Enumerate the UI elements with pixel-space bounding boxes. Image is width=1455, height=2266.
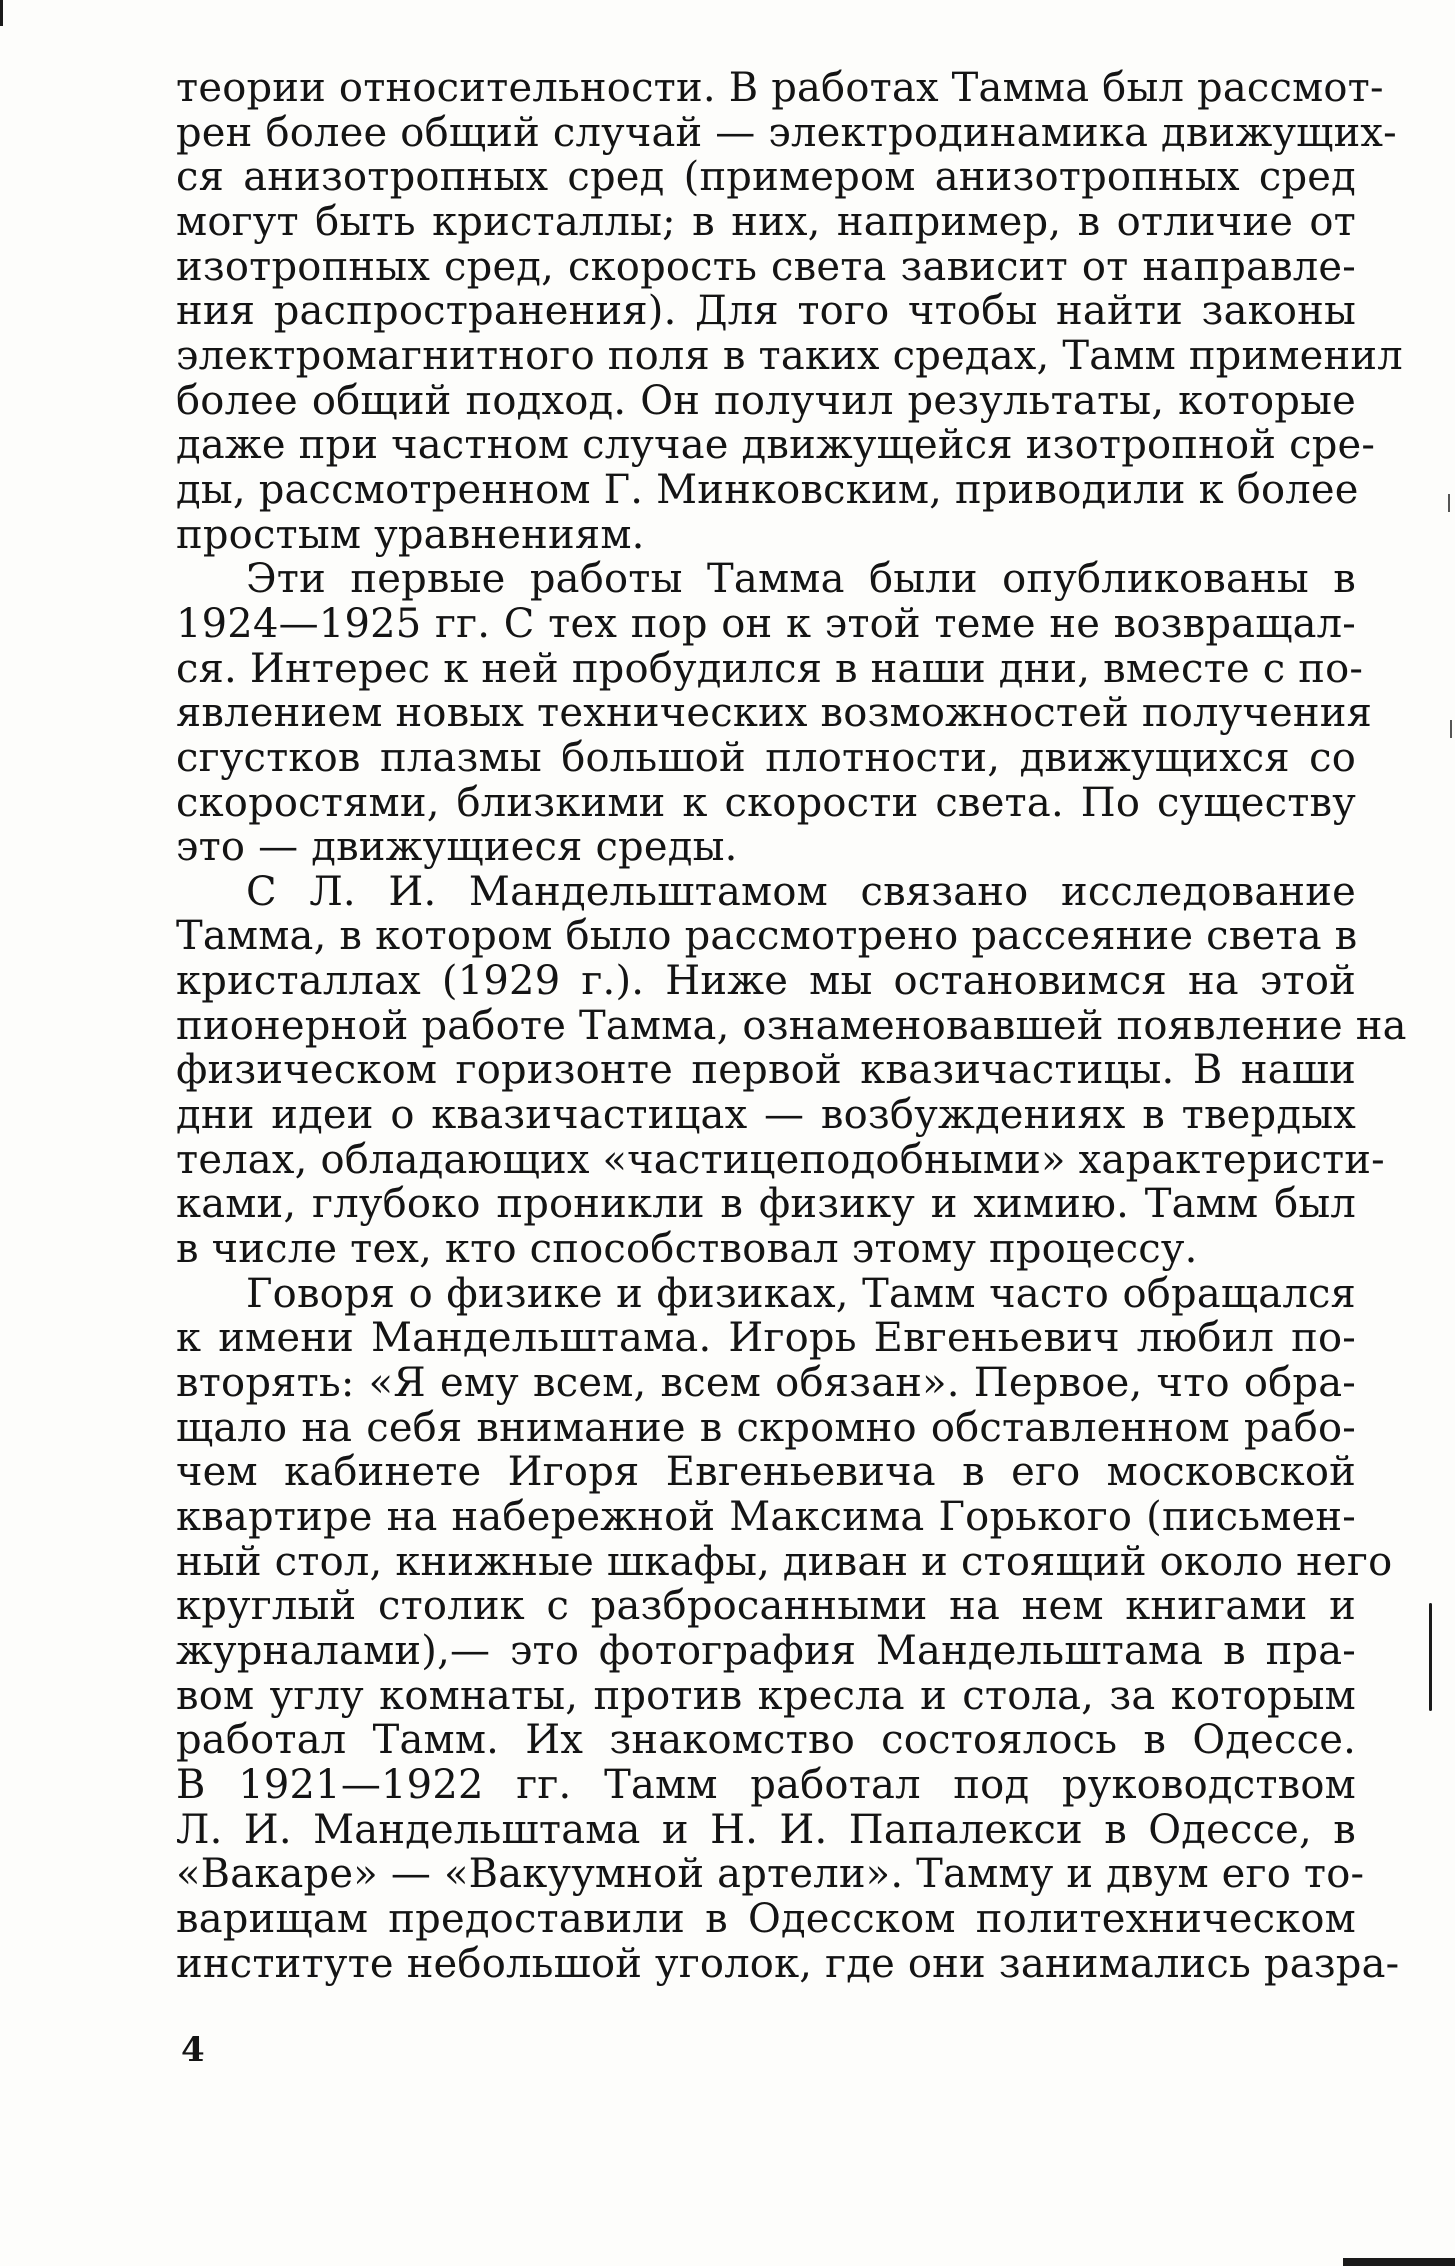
text-line: к имени Мандельштама. Игорь Евгеньевич любил по- bbox=[176, 1315, 1356, 1362]
text-line: 1924—1925 гг. С тех пор он к этой теме не возвращал- bbox=[176, 600, 1356, 647]
text-line: могут быть кристаллы; в них, например, в отличие от bbox=[176, 198, 1356, 245]
text-line: теории относительности. В работах Тамма был рассмот- bbox=[176, 65, 1384, 111]
text-line: Говоря о физике и физиках, Тамм часто обращался bbox=[246, 1270, 1356, 1317]
text-line: Эти первые работы Тамма были опубликованы в bbox=[246, 556, 1356, 603]
scan-scratch-mark bbox=[1429, 1603, 1432, 1711]
text-line: Л. И. Мандельштама и Н. И. Папалекси в Одессе, в bbox=[176, 1806, 1356, 1853]
text-line: институте небольшой уголок, где они занимались разра- bbox=[176, 1940, 1400, 1987]
text-line: скоростями, близкими к скорости света. По существу bbox=[176, 779, 1356, 826]
text-line: ся. Интерес к ней пробудился в наши дни, вместе с по- bbox=[176, 645, 1364, 692]
text-line: дни идеи о квазичастицах — возбуждениях в твердых bbox=[176, 1092, 1356, 1139]
text-line: вторять: «Я ему всем, всем обязан». Первое, что обра- bbox=[176, 1360, 1356, 1407]
text-line: «Вакаре» — «Вакуумной артели». Тамму и двум его то- bbox=[176, 1851, 1365, 1898]
text-line: В 1921—1922 гг. Тамм работал под руководством bbox=[176, 1761, 1356, 1808]
text-line: изотропных сред, скорость света зависит от направле- bbox=[176, 243, 1356, 290]
text-line: круглый столик с разбросанными на нем книгами и bbox=[176, 1583, 1356, 1630]
text-line: электромагнитного поля в таких средах, Тамм применил bbox=[176, 332, 1403, 379]
scan-edge-mark bbox=[0, 0, 3, 26]
text-line: вом углу комнаты, против кресла и стола, за которым bbox=[176, 1672, 1356, 1719]
text-line: ками, глубоко проникли в физику и химию. Тамм был bbox=[176, 1181, 1356, 1228]
text-line: рен более общий случай — электродинамика движущих- bbox=[176, 109, 1397, 156]
text-line: ния распространения). Для того чтобы найти законы bbox=[176, 288, 1356, 335]
text-line: Тамма, в котором было рассмотрено рассеяние света в bbox=[176, 913, 1358, 960]
page-number: 4 bbox=[181, 2030, 205, 2070]
text-line: пионерной работе Тамма, ознаменовавшей появление на bbox=[176, 1002, 1407, 1049]
text-line: квартире на набережной Максима Горького (письмен- bbox=[176, 1494, 1356, 1540]
text-line: телах, обладающих «частицеподобными» характеристи- bbox=[176, 1136, 1385, 1183]
text-line: кристаллах (1929 г.). Ниже мы остановимся на этой bbox=[176, 958, 1356, 1005]
text-line: более общий подход. Он получил результаты, которые bbox=[176, 377, 1356, 424]
text-line: варищам предоставили в Одесском политехническом bbox=[176, 1895, 1356, 1942]
text-line: это — движущиеся среды. bbox=[176, 824, 738, 871]
text-line: работал Тамм. Их знакомство состоялось в Одессе. bbox=[176, 1717, 1356, 1764]
text-line: щало на себя внимание в скромно обставленном рабо- bbox=[176, 1404, 1356, 1451]
text-line: ся анизотропных сред (примером анизотропных сред bbox=[176, 154, 1356, 201]
text-line: чем кабинете Игоря Евгеньевича в его московской bbox=[176, 1449, 1356, 1496]
text-line: сгустков плазмы большой плотности, движущихся со bbox=[176, 734, 1356, 781]
text-line: в числе тех, кто способствовал этому процессу. bbox=[176, 1226, 1198, 1273]
text-line: С Л. И. Мандельштамом связано исследование bbox=[246, 868, 1356, 915]
text-line: журналами),— это фотография Мандельштама в пра- bbox=[176, 1627, 1356, 1674]
scan-edge-mark bbox=[1343, 2258, 1455, 2266]
text-line: даже при частном случае движущейся изотропной сре- bbox=[176, 422, 1376, 469]
scan-speck bbox=[1448, 494, 1450, 512]
body-text bbox=[176, 65, 1407, 1987]
scan-speck bbox=[1450, 720, 1452, 738]
text-line: простым уравнениям. bbox=[176, 511, 645, 558]
text-line: ный стол, книжные шкафы, диван и стоящий около него bbox=[176, 1538, 1393, 1585]
text-line: физическом горизонте первой квазичастицы. В наши bbox=[176, 1047, 1356, 1094]
text-line: ды, рассмотренном Г. Минковским, приводили к более bbox=[176, 466, 1359, 513]
text-line: явлением новых технических возможностей получения bbox=[176, 690, 1373, 737]
